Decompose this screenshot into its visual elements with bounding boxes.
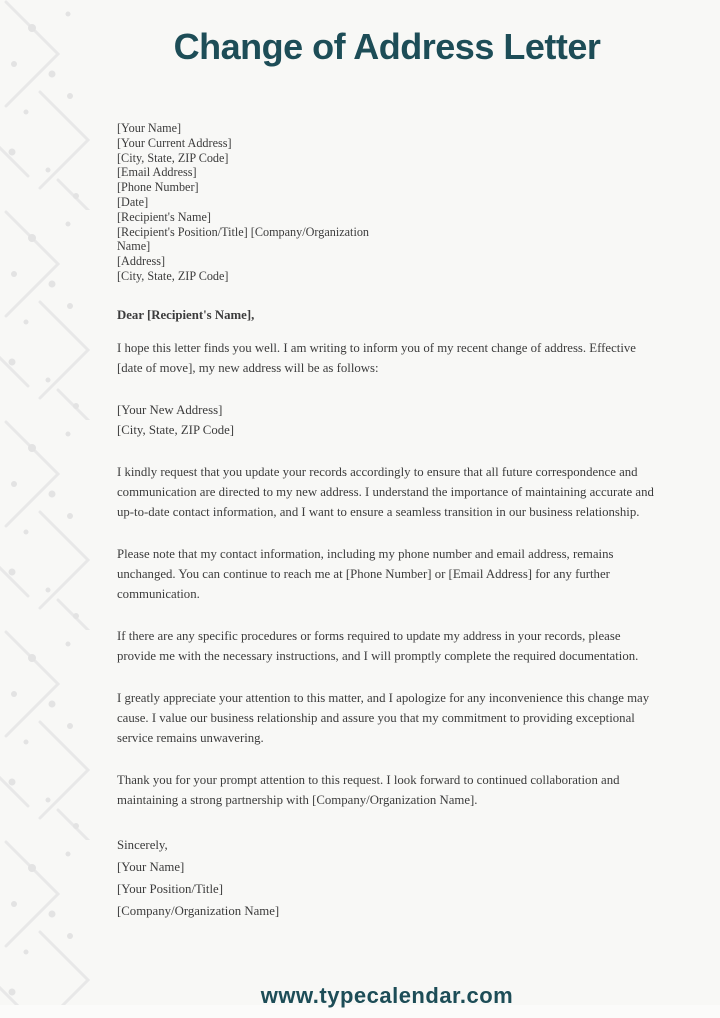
sender-info-line: Name] <box>117 239 151 254</box>
closing: Sincerely, <box>117 837 168 852</box>
sender-info-line: [Address] <box>117 254 166 269</box>
sender-info-line: [City, State, ZIP Code] <box>117 150 229 165</box>
sender-info-line: [Your Current Address] <box>117 135 232 150</box>
new-address-block <box>117 400 657 440</box>
sender-info-line: [Recipient's Position/Title] [Company/Organization <box>117 224 370 239</box>
sender-info-line: [Recipient's Name] <box>117 209 211 224</box>
letter-paragraph: I hope this letter finds you well. I am writing to inform you of my recent change of address. Effective [date of move], my new address will be as follows: <box>117 340 636 375</box>
new-address-line: [Your New Address] <box>117 402 223 417</box>
signature-line: [Your Name] <box>117 859 185 874</box>
letter-content <box>117 0 657 922</box>
letter-paragraph: Please note that my contact information, including my phone number and email address, remains unchanged. You can continue to reach me at [Phone Number] or [Email Address] for any further communication. <box>117 546 614 601</box>
page-title: Change of Address Letter <box>173 26 601 67</box>
letter-paragraph: Thank you for your prompt attention to this request. I look forward to continued collaboration and maintaining a strong partnership with [Company/Organization Name]. <box>117 772 620 807</box>
sender-info-line: [Your Name] <box>117 121 182 135</box>
letter-paragraph: I greatly appreciate your attention to this matter, and I apologize for any inconvenience this change may cause. I value our business relationship and assure you that my commitment to providing exceptional service remains unwavering. <box>117 690 650 745</box>
salutation: Dear [Recipient's Name], <box>117 307 255 322</box>
letter-paragraph: If there are any specific procedures or forms required to update my address in your records, please provide me with the necessary instructions, and I will promptly complete the required documentation. <box>117 628 639 663</box>
sender-info-line: [City, State, ZIP Code] <box>117 268 229 283</box>
sender-info-block <box>117 121 657 284</box>
sender-info-line: [Email Address] <box>117 165 197 180</box>
decorative-chevron-pattern <box>0 0 92 1018</box>
new-address-line: [City, State, ZIP Code] <box>117 422 235 437</box>
sender-info-line: [Date] <box>117 194 149 209</box>
letter-paragraph: I kindly request that you update your records accordingly to ensure that all future correspondence and communication are directed to my new address. I understand the importance of maintaining accurate and up-to-date contact information, and I want to ensure a seamless transition in our business relationship. <box>117 464 654 519</box>
signature-block <box>117 834 657 922</box>
website-url: www.typecalendar.com <box>260 983 514 1008</box>
signature-line: [Your Position/Title] <box>117 881 223 896</box>
sender-info-line: [Phone Number] <box>117 180 199 195</box>
signature-line: [Company/Organization Name] <box>117 903 280 918</box>
